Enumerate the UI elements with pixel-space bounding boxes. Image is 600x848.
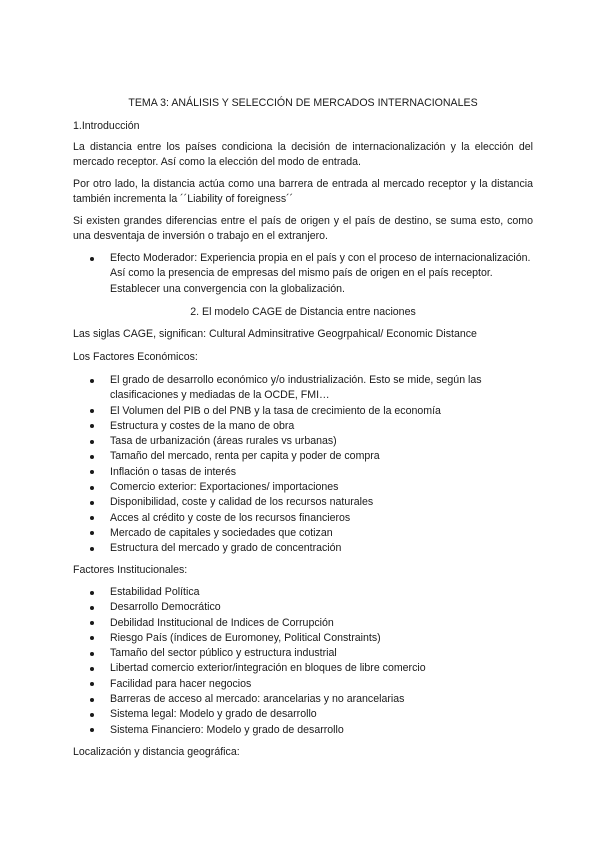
list-item: Sistema legal: Modelo y grado de desarrollo — [73, 707, 533, 722]
list-item: Riesgo País (índices de Euromoney, Political Constraints) — [73, 631, 533, 646]
institutional-factors-heading: Factores Institucionales: — [73, 564, 188, 576]
list-item: Comercio exterior: Exportaciones/ importaciones — [73, 480, 533, 495]
intro-bullet-list — [73, 251, 533, 297]
paragraph-intro-2: Por otro lado, la distancia actúa como una barrera de entrada al mercado receptor y la distancia también incrementa la ´´Liability of foreigness´´ — [73, 178, 533, 206]
paragraph-intro-3: Si existen grandes diferencias entre el país de origen y el país de destino, se suma esto, como una desventaja de inversión o trabajo en el extranjero. — [73, 215, 533, 243]
list-item: Libertad comercio exterior/integración en bloques de libre comercio — [73, 661, 533, 676]
list-item: Tamaño del sector público y estructura industrial — [73, 646, 533, 661]
list-item: Inflación o tasas de interés — [73, 465, 533, 480]
list-item: Tasa de urbanización (áreas rurales vs urbanas) — [73, 434, 533, 449]
list-item: Acces al crédito y coste de los recursos financieros — [73, 511, 533, 526]
geographic-distance-heading: Localización y distancia geográfica: — [73, 746, 240, 758]
list-item: El grado de desarrollo económico y/o industrialización. Esto se mide, según las clasificaciones y mediadas de la OCDE, FMI… — [73, 373, 533, 404]
list-item: Barreras de acceso al mercado: arancelarias y no arancelarias — [73, 692, 533, 707]
list-item: Estructura y costes de la mano de obra — [73, 419, 533, 434]
institutional-factors-list — [73, 585, 533, 738]
list-item: Mercado de capitales y sociedades que cotizan — [73, 526, 533, 541]
list-item: Tamaño del mercado, renta per capita y poder de compra — [73, 449, 533, 464]
list-item: Desarrollo Democrático — [73, 600, 533, 615]
list-item: Disponibilidad, coste y calidad de los recursos naturales — [73, 495, 533, 510]
list-item: Efecto Moderador: Experiencia propia en el país y con el proceso de internacionalización. Así como la presencia de empresas del mismo país de origen en el país receptor. Establecer una convergencia con la globalización. — [73, 251, 533, 297]
list-item: Sistema Financiero: Modelo y grado de desarrollo — [73, 723, 533, 738]
economic-factors-list — [73, 373, 533, 557]
paragraph-intro-1: La distancia entre los países condiciona la decisión de internacionalización y la elección del mercado receptor. Así como la elección del modo de entrada. — [73, 141, 533, 169]
paragraph-cage-siglas: Las siglas CAGE, significan: Cultural Adminsitrative Geogrpahical/ Economic Distance — [73, 328, 477, 340]
page-title: TEMA 3: ANÁLISIS Y SELECCIÓN DE MERCADOS INTERNACIONALES — [128, 97, 478, 109]
economic-factors-heading: Los Factores Económicos: — [73, 351, 198, 363]
section-heading-cage: 2. El modelo CAGE de Distancia entre naciones — [190, 306, 416, 318]
list-item: Estabilidad Política — [73, 585, 533, 600]
section-heading-intro: 1.Introducción — [73, 120, 140, 132]
list-item: Facilidad para hacer negocios — [73, 677, 533, 692]
list-item: Estructura del mercado y grado de concentración — [73, 541, 533, 556]
list-item: El Volumen del PIB o del PNB y la tasa de crecimiento de la economía — [73, 404, 533, 419]
list-item: Debilidad Institucional de Indices de Corrupción — [73, 616, 533, 631]
